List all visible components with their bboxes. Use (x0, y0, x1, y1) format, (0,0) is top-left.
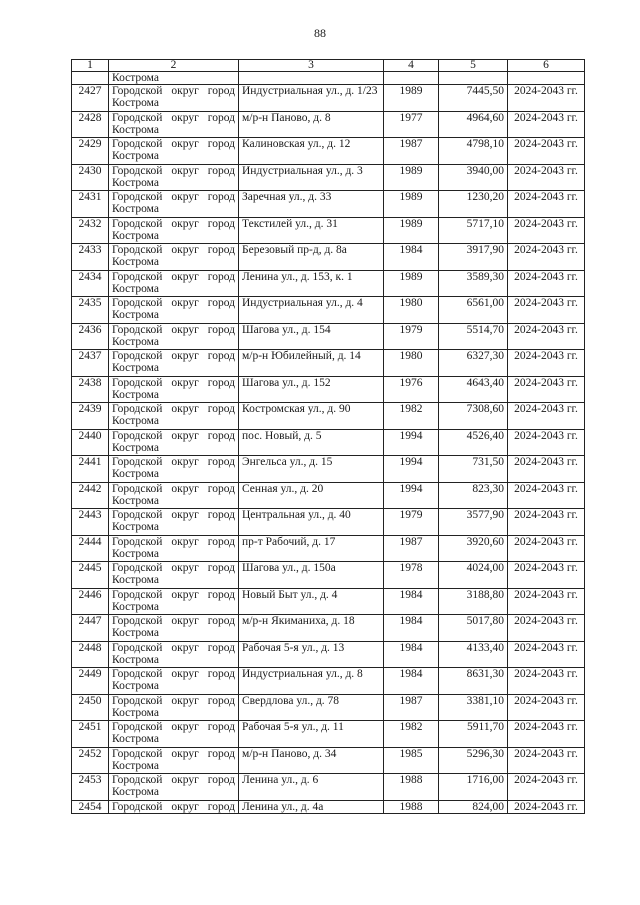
cell-number: 2448 (72, 641, 109, 668)
owner-line-1: Городской округ город (112, 297, 235, 309)
cell-number: 2431 (72, 191, 109, 218)
owner-line-2: Кострома (112, 362, 159, 374)
cell-year: 1988 (384, 774, 439, 801)
cell-period: 2024-2043 гг. (508, 774, 585, 801)
cell-owner (109, 774, 239, 801)
cell-owner (109, 615, 239, 642)
cell-area: 1230,20 (439, 191, 508, 218)
cell-area: 3920,60 (439, 535, 508, 562)
owner-line-1: Городской округ город (112, 774, 235, 786)
owner-line-2: Кострома (112, 468, 159, 480)
owner-line-1: Городской округ город (112, 244, 235, 256)
cell-area: 3381,10 (439, 694, 508, 721)
cell-number: 2428 (72, 111, 109, 138)
cell-address: Шагова ул., д. 152 (239, 376, 384, 403)
owner-line-1: Городской округ город (112, 217, 235, 230)
owner-line-2: Кострома (112, 706, 159, 719)
cell-year: 1989 (384, 217, 439, 244)
cell-number: 2432 (72, 217, 109, 244)
owner-line-1: Городской округ город (112, 641, 235, 654)
column-header: 6 (508, 60, 585, 72)
owner-line-2: Кострома (112, 574, 159, 586)
cell-number: 2433 (72, 244, 109, 271)
cell-area: 4526,40 (439, 429, 508, 456)
cell-year (384, 72, 439, 85)
cell-area: 5017,80 (439, 615, 508, 642)
cell-year: 1984 (384, 244, 439, 271)
column-header: 5 (439, 60, 508, 72)
table-row (72, 641, 585, 668)
cell-year: 1994 (384, 456, 439, 483)
cell-area (439, 72, 508, 85)
cell-area: 5717,10 (439, 217, 508, 244)
cell-period: 2024-2043 гг. (508, 111, 585, 138)
cell-area: 3577,90 (439, 509, 508, 536)
owner-line-1: Городской округ город (112, 509, 235, 521)
cell-area: 5911,70 (439, 721, 508, 748)
table-row (72, 562, 585, 589)
cell-owner (109, 217, 239, 244)
cell-year: 1980 (384, 350, 439, 377)
cell-owner (109, 747, 239, 774)
cell-period: 2024-2043 гг. (508, 350, 585, 377)
cell-period: 2024-2043 гг. (508, 800, 585, 813)
cell-year: 1987 (384, 694, 439, 721)
cell-period: 2024-2043 гг. (508, 509, 585, 536)
cell-number: 2450 (72, 694, 109, 721)
cell-number: 2445 (72, 562, 109, 589)
cell-year: 1989 (384, 191, 439, 218)
cell-address: Индустриальная ул., д. 4 (239, 297, 384, 324)
cell-period: 2024-2043 гг. (508, 588, 585, 615)
cell-owner (109, 641, 239, 668)
cell-address: Индустриальная ул., д. 3 (239, 164, 384, 191)
cell-year: 1980 (384, 297, 439, 324)
cell-period: 2024-2043 гг. (508, 694, 585, 721)
cell-period: 2024-2043 гг. (508, 429, 585, 456)
owner-line-1: Городской округ город (112, 429, 235, 442)
cell-owner (109, 138, 239, 165)
cell-period: 2024-2043 гг. (508, 535, 585, 562)
cell-area: 3917,90 (439, 244, 508, 271)
cell-year: 1979 (384, 323, 439, 350)
owner-line-1: Городской округ город (112, 456, 235, 468)
cell-owner (109, 668, 239, 695)
cell-number: 2451 (72, 721, 109, 748)
cell-owner (109, 562, 239, 589)
cell-area: 823,30 (439, 482, 508, 509)
cell-year: 1984 (384, 641, 439, 668)
cell-number: 2453 (72, 774, 109, 801)
cell-period: 2024-2043 гг. (508, 668, 585, 695)
cell-period: 2024-2043 гг. (508, 482, 585, 509)
owner-line-1: Городской округ город (112, 138, 235, 150)
cell-address: Текстилей ул., д. 31 (239, 217, 384, 244)
cell-number: 2435 (72, 297, 109, 324)
owner-line-1: Городской округ город (112, 535, 235, 548)
cell-year: 1987 (384, 138, 439, 165)
cell-year: 1989 (384, 164, 439, 191)
cell-year: 1989 (384, 85, 439, 112)
cell-year: 1984 (384, 668, 439, 695)
cell-number: 2446 (72, 588, 109, 615)
cell-owner (109, 721, 239, 748)
column-number-row (72, 60, 585, 72)
owner-line-1: Городской округ город (112, 668, 235, 680)
owner-line-1: Городской округ город (112, 694, 235, 707)
cell-year: 1985 (384, 747, 439, 774)
cell-address: Калиновская ул., д. 12 (239, 138, 384, 165)
cell-number: 2444 (72, 535, 109, 562)
cell-area: 3188,80 (439, 588, 508, 615)
cell-number: 2443 (72, 509, 109, 536)
owner-line-2: Кострома (112, 600, 159, 613)
cell-address: Ленина ул., д. 6 (239, 774, 384, 801)
cell-address: Сенная ул., д. 20 (239, 482, 384, 509)
cell-owner (109, 164, 239, 191)
cell-address (239, 72, 384, 85)
cell-year: 1976 (384, 376, 439, 403)
cell-owner (109, 429, 239, 456)
cell-address: м/р-н Паново, д. 8 (239, 111, 384, 138)
cell-year: 1982 (384, 403, 439, 430)
cell-number: 2429 (72, 138, 109, 165)
cell-area: 3589,30 (439, 270, 508, 297)
cell-address: м/р-н Якиманиха, д. 18 (239, 615, 384, 642)
cell-number: 2442 (72, 482, 109, 509)
owner-line-2: Кострома (112, 203, 159, 215)
owner-line-1: Городской округ город (112, 191, 235, 203)
owner-line-1: Городской округ город (112, 111, 235, 124)
owner-line-2: Кострома (112, 627, 159, 639)
cell-owner (109, 403, 239, 430)
cell-owner (109, 85, 239, 112)
cell-owner (109, 694, 239, 721)
cell-period (508, 72, 585, 85)
cell-address: Березовый пр-д, д. 8а (239, 244, 384, 271)
cell-number: 2430 (72, 164, 109, 191)
table-row (72, 270, 585, 297)
cell-year: 1994 (384, 482, 439, 509)
cell-period: 2024-2043 гг. (508, 641, 585, 668)
cell-period: 2024-2043 гг. (508, 376, 585, 403)
cell-address: Индустриальная ул., д. 8 (239, 668, 384, 695)
owner-line-2: Кострома (112, 415, 159, 427)
table-row (72, 429, 585, 456)
cell-year: 1994 (384, 429, 439, 456)
cell-owner (109, 244, 239, 271)
table-row (72, 721, 585, 748)
owner-line-1: Городской округ город (112, 800, 235, 813)
cell-area: 4133,40 (439, 641, 508, 668)
cell-number: 2452 (72, 747, 109, 774)
cell-area: 5514,70 (439, 323, 508, 350)
owner-line-1: Городской округ город (112, 482, 235, 495)
cell-owner (109, 535, 239, 562)
owner-line-2: Кострома (112, 123, 159, 136)
table-row (72, 297, 585, 324)
table-row (72, 588, 585, 615)
table-row (72, 191, 585, 218)
table-row (72, 482, 585, 509)
owner-line-1: Городской округ город (112, 615, 235, 627)
column-header: 3 (239, 60, 384, 72)
owner-line-2: Кострома (112, 176, 159, 189)
cell-period: 2024-2043 гг. (508, 244, 585, 271)
cell-area: 4024,00 (439, 562, 508, 589)
cell-number: 2449 (72, 668, 109, 695)
cell-area: 8631,30 (439, 668, 508, 695)
table-row (72, 747, 585, 774)
buildings-table (71, 59, 585, 814)
cell-address: м/р-н Паново, д. 34 (239, 747, 384, 774)
cell-number: 2427 (72, 85, 109, 112)
cell-number: 2454 (72, 800, 109, 813)
cell-year: 1984 (384, 588, 439, 615)
cell-period: 2024-2043 гг. (508, 270, 585, 297)
table-row (72, 694, 585, 721)
owner-line-2: Кострома (112, 256, 159, 268)
table-row (72, 509, 585, 536)
cell-owner (109, 456, 239, 483)
cell-address: Рабочая 5-я ул., д. 13 (239, 641, 384, 668)
table-row (72, 403, 585, 430)
column-header: 4 (384, 60, 439, 72)
cell-year: 1982 (384, 721, 439, 748)
table-row (72, 323, 585, 350)
cell-owner (109, 297, 239, 324)
table-row (72, 164, 585, 191)
owner-line-1: Городской округ город (112, 270, 235, 283)
owner-line-1: Городской округ город (112, 350, 235, 362)
cell-year: 1989 (384, 270, 439, 297)
cell-area: 5296,30 (439, 747, 508, 774)
owner-line-2: Кострома (112, 494, 159, 507)
cell-owner (109, 376, 239, 403)
table-row (72, 217, 585, 244)
owner-line-2: Кострома (112, 547, 159, 560)
cell-owner: Кострома (109, 72, 239, 85)
cell-area: 7445,50 (439, 85, 508, 112)
owner-line-2: Кострома (112, 388, 159, 401)
owner-line-2: Кострома (112, 441, 159, 454)
cell-owner (109, 350, 239, 377)
column-header: 1 (72, 60, 109, 72)
cell-address: Энгельса ул., д. 15 (239, 456, 384, 483)
table-row (72, 615, 585, 642)
cell-number: 2438 (72, 376, 109, 403)
cell-address: Центральная ул., д. 40 (239, 509, 384, 536)
cell-address: Шагова ул., д. 154 (239, 323, 384, 350)
owner-line-1: Городской округ город (112, 164, 235, 177)
table-row (72, 85, 585, 112)
owner-line-1: Городской округ город (112, 747, 235, 760)
cell-area: 1716,00 (439, 774, 508, 801)
cell-period: 2024-2043 гг. (508, 323, 585, 350)
cell-area: 6561,00 (439, 297, 508, 324)
owner-line-2: Кострома (112, 653, 159, 666)
table-body (72, 60, 585, 814)
cell-area: 7308,60 (439, 403, 508, 430)
owner-line-1: Городской округ город (112, 562, 235, 574)
cell-period: 2024-2043 гг. (508, 747, 585, 774)
cell-year: 1978 (384, 562, 439, 589)
table-row (72, 774, 585, 801)
owner-line-2: Кострома (112, 97, 159, 109)
cell-area: 4798,10 (439, 138, 508, 165)
cell-owner (109, 509, 239, 536)
table-row (72, 668, 585, 695)
owner-line-2: Кострома (112, 309, 159, 321)
cell-period: 2024-2043 гг. (508, 138, 585, 165)
owner-line-2: Кострома (112, 786, 159, 798)
cell-owner (109, 270, 239, 297)
cell-number (72, 72, 109, 85)
table-row (72, 138, 585, 165)
cell-address: Новый Быт ул., д. 4 (239, 588, 384, 615)
owner-line-2: Кострома (112, 150, 159, 162)
cell-period: 2024-2043 гг. (508, 217, 585, 244)
owner-line-1: Городской округ город (112, 588, 235, 601)
table-row (72, 111, 585, 138)
cell-owner (109, 191, 239, 218)
cell-area: 4643,40 (439, 376, 508, 403)
cell-address: м/р-н Юбилейный, д. 14 (239, 350, 384, 377)
owner-line-2: Кострома (112, 335, 159, 348)
owner-line-2: Кострома (112, 680, 159, 692)
cell-area: 4964,60 (439, 111, 508, 138)
table-row (72, 244, 585, 271)
owner-line-2: Кострома (112, 733, 159, 745)
cell-number: 2447 (72, 615, 109, 642)
owner-line-1: Городской округ город (112, 721, 235, 733)
cell-owner (109, 111, 239, 138)
cell-address: Свердлова ул., д. 78 (239, 694, 384, 721)
cell-address: Костромская ул., д. 90 (239, 403, 384, 430)
cell-period: 2024-2043 гг. (508, 191, 585, 218)
cell-address: пр-т Рабочий, д. 17 (239, 535, 384, 562)
continuation-row (72, 72, 585, 85)
owner-line-1: Городской округ город (112, 323, 235, 336)
cell-address: Индустриальная ул., д. 1/23 (239, 85, 384, 112)
cell-owner (109, 800, 239, 813)
cell-period: 2024-2043 гг. (508, 456, 585, 483)
cell-area: 3940,00 (439, 164, 508, 191)
cell-address: Рабочая 5-я ул., д. 11 (239, 721, 384, 748)
owner-line-2: Кострома (112, 282, 159, 295)
cell-year: 1979 (384, 509, 439, 536)
cell-owner (109, 323, 239, 350)
cell-year: 1977 (384, 111, 439, 138)
cell-number: 2437 (72, 350, 109, 377)
cell-number: 2441 (72, 456, 109, 483)
cell-period: 2024-2043 гг. (508, 721, 585, 748)
cell-year: 1984 (384, 615, 439, 642)
cell-year: 1988 (384, 800, 439, 813)
cell-address: Шагова ул., д. 150а (239, 562, 384, 589)
cell-address: пос. Новый, д. 5 (239, 429, 384, 456)
cell-address: Заречная ул., д. 33 (239, 191, 384, 218)
column-header: 2 (109, 60, 239, 72)
table-row (72, 350, 585, 377)
cell-period: 2024-2043 гг. (508, 562, 585, 589)
table-row (72, 800, 585, 813)
cell-year: 1987 (384, 535, 439, 562)
table-row (72, 376, 585, 403)
cell-address: Ленина ул., д. 153, к. 1 (239, 270, 384, 297)
page-number: 88 (314, 26, 326, 40)
cell-area: 824,00 (439, 800, 508, 813)
cell-number: 2439 (72, 403, 109, 430)
cell-period: 2024-2043 гг. (508, 403, 585, 430)
cell-period: 2024-2043 гг. (508, 85, 585, 112)
cell-number: 2440 (72, 429, 109, 456)
table-row (72, 535, 585, 562)
table-row (72, 456, 585, 483)
owner-line-2: Кострома (112, 759, 159, 772)
cell-period: 2024-2043 гг. (508, 297, 585, 324)
cell-owner (109, 588, 239, 615)
cell-number: 2434 (72, 270, 109, 297)
cell-area: 6327,30 (439, 350, 508, 377)
owner-line-2: Кострома (112, 229, 159, 242)
owner-line-1: Городской округ город (112, 403, 235, 415)
cell-number: 2436 (72, 323, 109, 350)
owner-line-1: Городской округ город (112, 376, 235, 389)
cell-area: 731,50 (439, 456, 508, 483)
cell-owner (109, 482, 239, 509)
cell-period: 2024-2043 гг. (508, 615, 585, 642)
cell-address: Ленина ул., д. 4а (239, 800, 384, 813)
cell-period: 2024-2043 гг. (508, 164, 585, 191)
owner-line-2: Кострома (112, 521, 159, 533)
owner-line-1: Городской округ город (112, 85, 235, 97)
